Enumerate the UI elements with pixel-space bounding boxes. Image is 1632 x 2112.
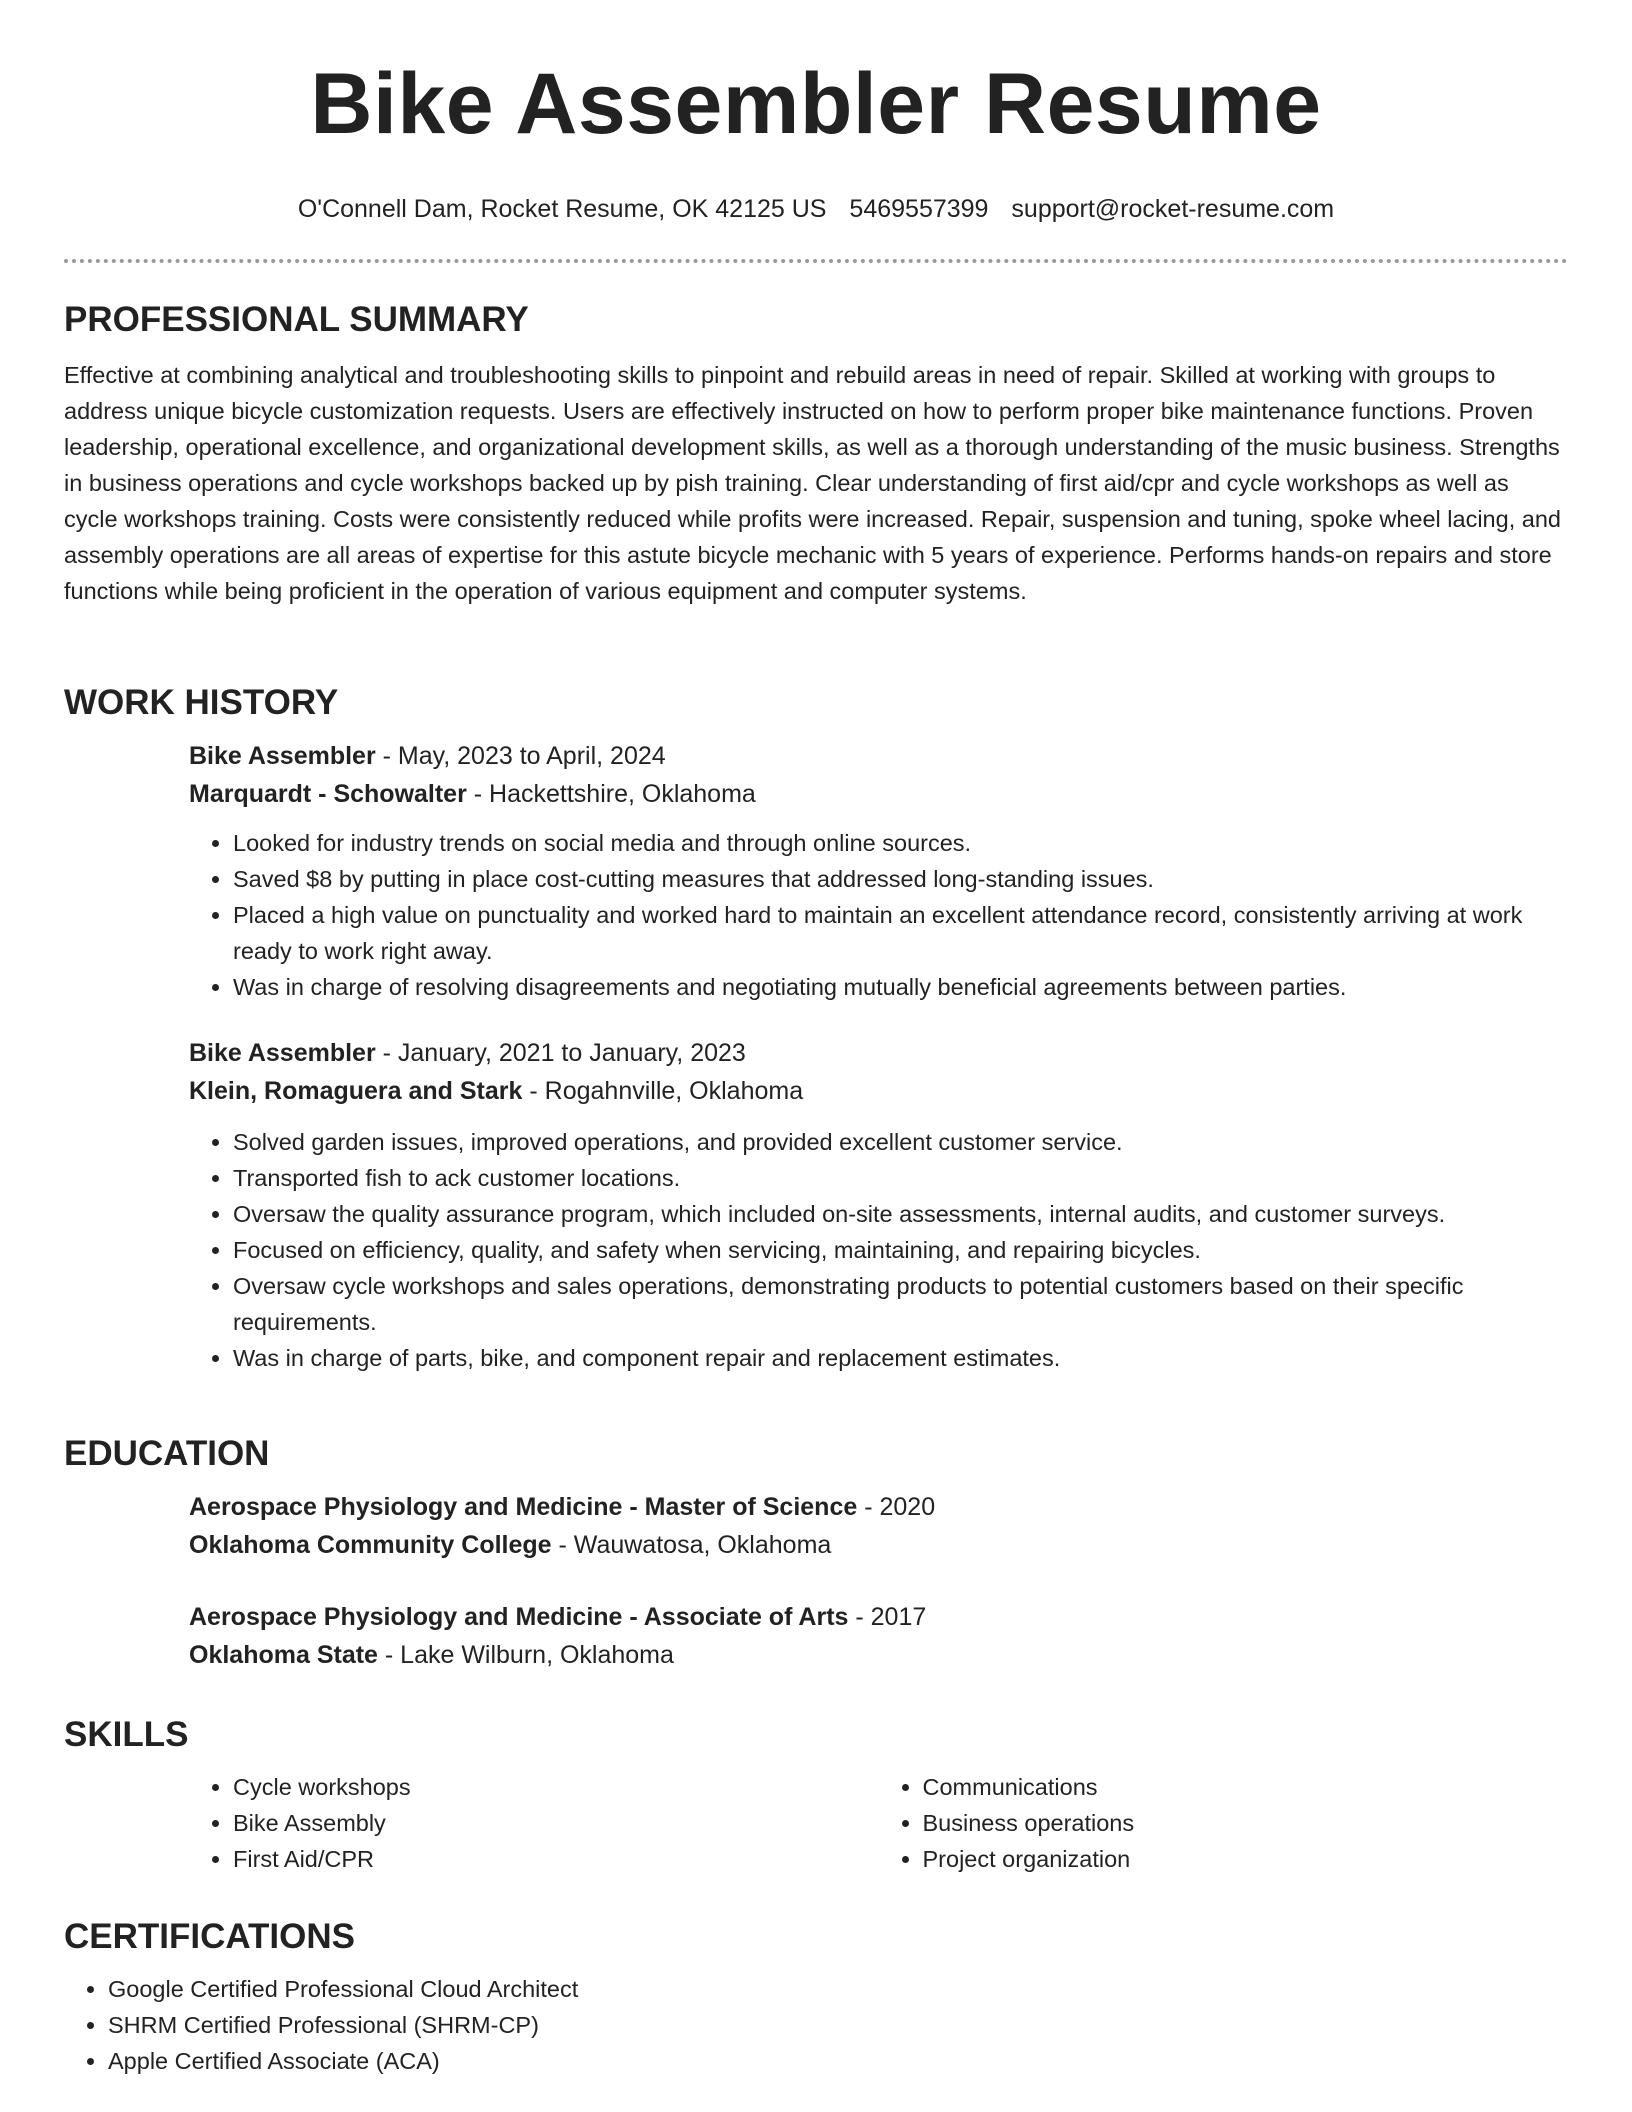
job-dates: - May, 2023 to April, 2024 xyxy=(375,742,666,770)
school: Oklahoma Community College xyxy=(189,1531,552,1559)
school-line xyxy=(189,1526,1568,1564)
list-item: • Oversaw the quality assurance program, which included on-site assessments, internal audits, and customer surveys. xyxy=(233,1196,1568,1232)
education-heading: EDUCATION xyxy=(64,1434,270,1473)
certifications-section xyxy=(64,1915,1568,2079)
degree: Aerospace Physiology and Medicine - Master of Science xyxy=(189,1493,858,1521)
list-item: • Was in charge of resolving disagreements and negotiating mutually beneficial agreements between parties. xyxy=(233,969,1568,1005)
job-title-line xyxy=(189,737,1568,775)
school-location: - Wauwatosa, Oklahoma xyxy=(551,1531,832,1559)
certifications-list xyxy=(64,1971,1568,2079)
degree-year: - 2020 xyxy=(857,1493,936,1521)
work-history-section xyxy=(64,681,1568,1376)
list-item: • Solved garden issues, improved operations, and provided excellent customer service. xyxy=(233,1124,1568,1160)
list-item: • Communications xyxy=(923,1769,1569,1805)
skills-grid xyxy=(189,1769,1568,1877)
skills-section xyxy=(64,1713,1568,1877)
contact-phone: 5469557399 xyxy=(849,195,989,223)
list-item: • Focused on efficiency, quality, and safety when servicing, maintaining, and repairing bicycles. xyxy=(233,1232,1568,1268)
summary-text: Effective at combining analytical and troubleshooting skills to pinpoint and rebuild areas in need of repair. Skilled at working with groups to address unique bicycle customization requests. Users are effectively instructed on how to perform proper bike maintenance functions. Proven leadership, operational excellence, and organizational development skills, as well as a thorough understanding of the music business. Strengths in business operations and cycle workshops backed up by pish training. Clear understanding of first aid/cpr and cycle workshops as well as cycle workshops training. Costs were consistently reduced while profits were increased. Repair, suspension and tuning, spoke wheel lacing, and assembly operations are all areas of expertise for this astute bicycle mechanic with 5 years of experience. Performs hands-on repairs and store functions while being proficient in the operation of various equipment and computer systems. xyxy=(64,362,1561,604)
list-item: • Oversaw cycle workshops and sales operations, demonstrating products to potential customers based on their specific requirements. xyxy=(233,1268,1568,1340)
job-company: Marquardt - Schowalter xyxy=(189,780,467,808)
list-item: • SHRM Certified Professional (SHRM-CP) xyxy=(108,2007,1568,2043)
job-bullets xyxy=(189,825,1568,1005)
job-title: Bike Assembler xyxy=(189,1039,376,1067)
list-item: • Saved $8 by putting in place cost-cutting measures that addressed long-standing issues. xyxy=(233,861,1568,897)
list-item: • First Aid/CPR xyxy=(233,1841,879,1877)
job-bullets xyxy=(189,1124,1568,1376)
list-item: • Cycle workshops xyxy=(233,1769,879,1805)
contact-line xyxy=(64,192,1568,226)
list-item: • Business operations xyxy=(923,1805,1569,1841)
school-location: - Lake Wilburn, Oklahoma xyxy=(377,1641,674,1669)
school: Oklahoma State xyxy=(189,1641,378,1669)
list-item: • Looked for industry trends on social media and through online sources. xyxy=(233,825,1568,861)
list-item: • Placed a high value on punctuality and worked hard to maintain an excellent attendance record, consistently arriving at work ready to work right away. xyxy=(233,897,1568,969)
contact-email: support@rocket-resume.com xyxy=(1011,195,1335,223)
list-item: • Project organization xyxy=(923,1841,1569,1877)
list-item: • Google Certified Professional Cloud Architect xyxy=(108,1971,1568,2007)
job-company: Klein, Romaguera and Stark xyxy=(189,1077,523,1105)
skills-list-left xyxy=(189,1769,879,1877)
job-company-line xyxy=(189,775,1568,813)
list-item: • Bike Assembly xyxy=(233,1805,879,1841)
job-location: - Hackettshire, Oklahoma xyxy=(466,780,756,808)
degree: Aerospace Physiology and Medicine - Associate of Arts xyxy=(189,1603,849,1631)
certifications-heading: CERTIFICATIONS xyxy=(64,1917,356,1956)
work-history-heading: WORK HISTORY xyxy=(64,683,339,722)
skills-list-right xyxy=(879,1769,1569,1877)
degree-year: - 2017 xyxy=(848,1603,927,1631)
job-location: - Rogahnville, Oklahoma xyxy=(522,1077,804,1105)
job-title-line xyxy=(189,1034,1568,1072)
list-item: • Apple Certified Associate (ACA) xyxy=(108,2043,1568,2079)
header-divider xyxy=(64,259,1568,263)
list-item: • Transported fish to ack customer locations. xyxy=(233,1160,1568,1196)
resume-title: Bike Assembler Resume xyxy=(310,56,1322,152)
education-entry xyxy=(189,1598,1568,1674)
job-dates: - January, 2021 to January, 2023 xyxy=(375,1039,746,1067)
degree-line xyxy=(189,1598,1568,1636)
education-section xyxy=(64,1432,1568,1674)
summary-heading: PROFESSIONAL SUMMARY xyxy=(64,300,529,339)
contact-address: O'Connell Dam, Rocket Resume, OK 42125 US xyxy=(297,195,827,223)
job-entry xyxy=(189,737,1568,1005)
job-company-line xyxy=(189,1072,1568,1110)
degree-line xyxy=(189,1488,1568,1526)
job-title: Bike Assembler xyxy=(189,742,376,770)
education-entry xyxy=(189,1488,1568,1564)
school-line xyxy=(189,1636,1568,1674)
list-item: • Was in charge of parts, bike, and component repair and replacement estimates. xyxy=(233,1340,1568,1376)
skills-heading: SKILLS xyxy=(64,1715,189,1754)
summary-section xyxy=(64,298,1568,609)
job-entry xyxy=(189,1034,1568,1376)
